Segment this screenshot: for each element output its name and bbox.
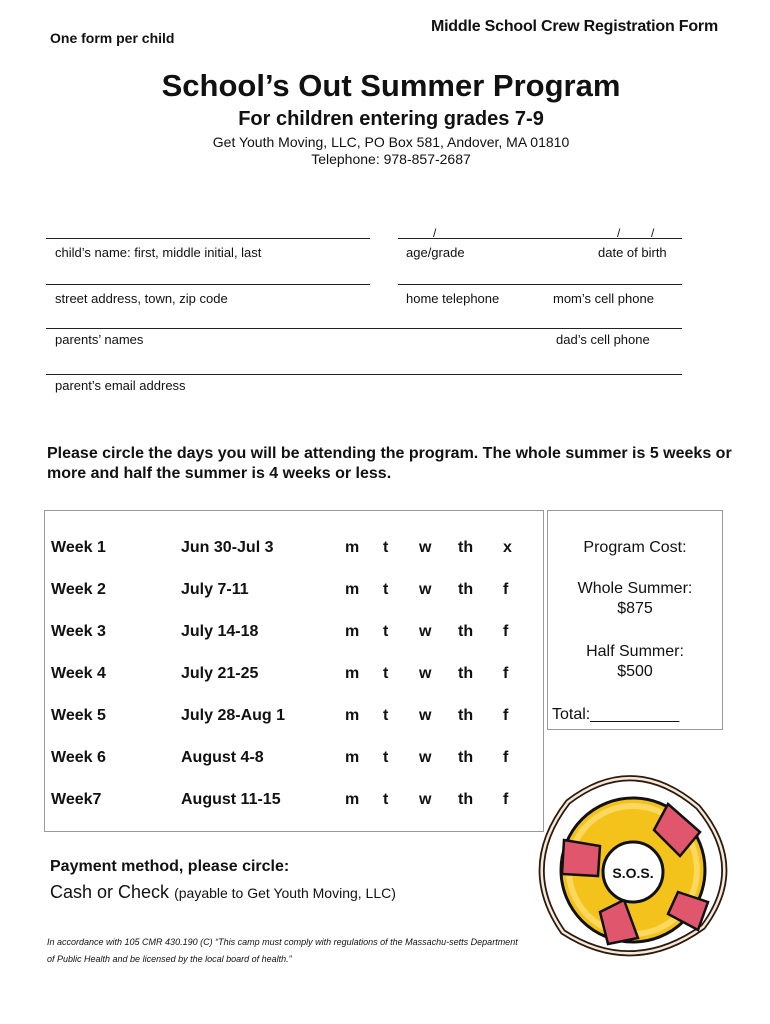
week-dates: July 28-Aug 1 [181, 707, 286, 724]
mom-cell-label: mom’s cell phone [553, 291, 654, 306]
week-dates: Jun 30-Jul 3 [181, 539, 274, 556]
sos-label: S.O.S. [612, 865, 654, 881]
week-dates: August 11-15 [181, 791, 281, 808]
day-option-th[interactable]: th [458, 749, 474, 766]
week-label: Week 4 [51, 665, 106, 682]
home-phone-label: home telephone [406, 291, 500, 306]
day-option-t[interactable]: t [383, 707, 389, 724]
day-option-t[interactable]: t [383, 749, 389, 766]
day-option-w[interactable]: w [419, 707, 432, 724]
whole-summer-label: Whole Summer: [577, 580, 693, 597]
day-option-m[interactable]: m [345, 707, 360, 724]
day-option-th[interactable]: th [458, 623, 474, 640]
day-option-th[interactable]: th [458, 707, 474, 724]
week-label: Week7 [51, 791, 102, 808]
day-option-t[interactable]: t [383, 539, 389, 556]
page-title: School’s Out Summer Program [161, 68, 621, 103]
day-option-f[interactable]: f [503, 749, 509, 766]
street-label: street address, town, zip code [55, 291, 228, 306]
payment-options-line [50, 882, 396, 903]
day-option-f[interactable]: f [503, 791, 509, 808]
phones-line[interactable] [398, 284, 682, 285]
day-option-m[interactable]: m [345, 539, 360, 556]
payment-note: (payable to Get Youth Moving, LLC) [174, 885, 396, 901]
day-option-t[interactable]: t [383, 581, 389, 598]
email-line[interactable] [46, 374, 682, 375]
day-option-t[interactable]: t [383, 665, 389, 682]
organization-telephone: Telephone: 978-857-2687 [311, 151, 471, 167]
day-option-f[interactable]: f [503, 665, 509, 682]
email-label: parent’s email address [55, 378, 186, 393]
half-summer-price: $500 [617, 663, 653, 680]
week-dates: July 14-18 [181, 623, 259, 640]
day-option-th[interactable]: th [458, 791, 474, 808]
day-option-w[interactable]: w [419, 623, 432, 640]
child-name-label: child’s name: first, middle initial, last [55, 245, 262, 260]
day-option-m[interactable]: m [345, 749, 360, 766]
age-grade-label: age/grade [406, 245, 465, 260]
day-option-f[interactable]: f [503, 581, 509, 598]
day-option-m[interactable]: m [345, 665, 360, 682]
parents-names-label: parents’ names [55, 332, 144, 347]
dob-slash-2: / [651, 226, 655, 240]
day-option-w[interactable]: w [419, 539, 432, 556]
payment-options[interactable]: Cash or Check [50, 882, 170, 902]
dob-slash-1: / [617, 226, 621, 240]
day-option-w[interactable]: w [419, 749, 432, 766]
day-option-th[interactable]: th [458, 581, 474, 598]
program-cost-box [547, 510, 723, 730]
age-dob-line[interactable] [398, 238, 682, 239]
organization-address: Get Youth Moving, LLC, PO Box 581, Andover, MA 01810 [212, 134, 570, 150]
week-label: Week 3 [51, 623, 106, 640]
week-label: Week 6 [51, 749, 106, 766]
day-option-w[interactable]: w [419, 581, 432, 598]
street-line[interactable] [46, 284, 370, 285]
week-label: Week 5 [51, 707, 106, 724]
dob-label: date of birth [598, 245, 667, 260]
life-ring-illustration [528, 762, 738, 972]
one-form-note: One form per child [50, 30, 175, 46]
day-option-m[interactable]: m [345, 791, 360, 808]
whole-summer-price: $875 [617, 600, 653, 617]
week-label: Week 1 [51, 539, 106, 556]
week-dates: July 7-11 [181, 581, 249, 598]
day-option-t[interactable]: t [383, 623, 389, 640]
legal-footnote: In accordance with 105 CMR 430.190 (C) “This camp must comply with regulations of the Massachu-setts Department of Public Health and be licensed by the local board of health.” [47, 937, 518, 964]
day-option-w[interactable]: w [419, 791, 432, 808]
age-slash: / [433, 226, 437, 240]
half-summer-label: Half Summer: [586, 643, 684, 660]
day-option-f[interactable]: f [503, 707, 509, 724]
attendance-instructions: Please circle the days you will be attending the program. The whole summer is 5 weeks or more and half the summer is 4 weeks or less. [47, 445, 732, 482]
page-subtitle: For children entering grades 7-9 [238, 108, 544, 130]
weeks-table [44, 510, 544, 832]
dad-cell-label: dad’s cell phone [556, 332, 650, 347]
day-option-th[interactable]: th [458, 665, 474, 682]
total-field[interactable]: Total:__________ [552, 706, 680, 723]
life-ring-icon [528, 762, 738, 972]
week-dates: August 4-8 [181, 749, 264, 766]
cost-heading: Program Cost: [583, 539, 687, 556]
form-title: Middle School Crew Registration Form [430, 18, 718, 35]
week-label: Week 2 [51, 581, 106, 598]
day-option-w[interactable]: w [419, 665, 432, 682]
week-dates: July 21-25 [181, 665, 259, 682]
day-option-m[interactable]: m [345, 623, 360, 640]
day-option-f[interactable]: x [503, 539, 512, 556]
day-option-f[interactable]: f [503, 623, 509, 640]
day-option-m[interactable]: m [345, 581, 360, 598]
parents-line[interactable] [46, 328, 682, 329]
child-name-line[interactable] [46, 238, 370, 239]
payment-title: Payment method, please circle: [50, 858, 290, 875]
day-option-th[interactable]: th [458, 539, 474, 556]
day-option-t[interactable]: t [383, 791, 389, 808]
